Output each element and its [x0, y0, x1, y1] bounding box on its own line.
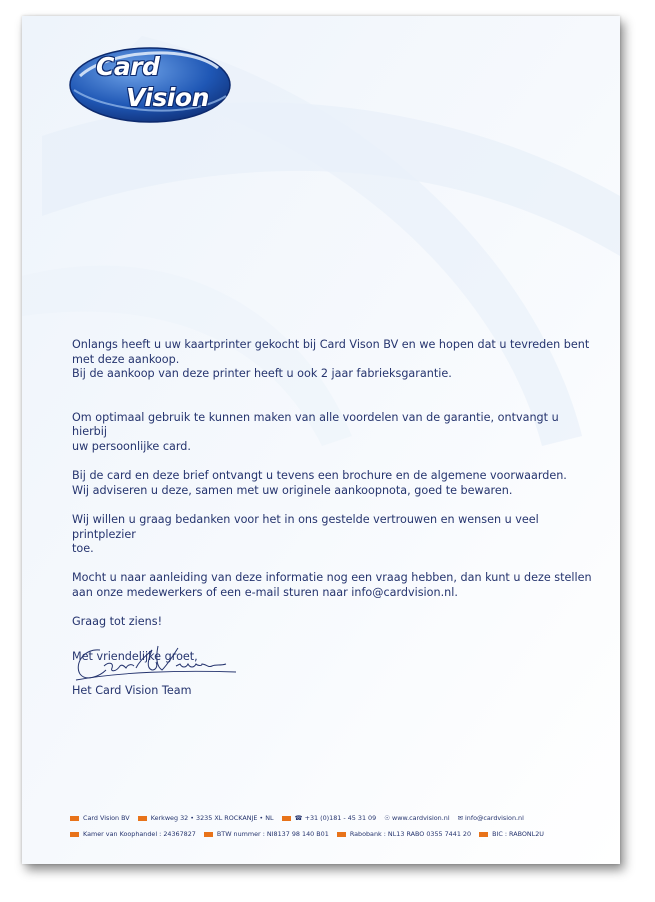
paragraph-3-line-1: Bij de card en deze brief ontvangt u tevens een brochure en de algemene voorwaarden.: [72, 469, 567, 483]
card-vision-logo: [68, 46, 232, 124]
orange-bullet-icon: [70, 832, 79, 837]
paragraph-4-line-1: Wij willen u graag bedanken voor het in ons gestelde vertrouwen en wensen u veel printplezier: [72, 512, 539, 541]
paragraph-1-line-3: Bij de aankoop van deze printer heeft u ook 2 jaar fabrieksgarantie.: [72, 367, 452, 381]
orange-bullet-icon: [70, 816, 79, 821]
footer-line-1: [70, 814, 590, 822]
paragraph-4-line-2: toe.: [72, 542, 94, 556]
orange-bullet-icon: [138, 816, 147, 821]
handwritten-signature-icon: [70, 636, 240, 688]
orange-bullet-icon: [337, 832, 346, 837]
footer-bank: Rabobank : NL13 RABO 0355 7441 20: [349, 830, 472, 838]
phone-icon: ☎: [294, 814, 303, 822]
sender-name: Het Card Vision Team: [72, 684, 192, 697]
paragraph-1-line-2: met deze aankoop.: [72, 352, 180, 366]
logo-word-vision: Vision: [126, 83, 209, 112]
letter-page: [22, 16, 620, 864]
footer-address: Kerkweg 32 • 3235 XL ROCKANJE • NL: [150, 814, 274, 822]
logo-word-card: Card: [96, 52, 160, 81]
paragraph-2-line-1: Om optimaal gebruik te kunnen maken van alle voordelen van de garantie, ontvangt u hierbij: [72, 410, 559, 439]
closing-greeting: Met vriendelijke groet,: [72, 650, 198, 664]
paragraph-6: Graag tot ziens!: [72, 615, 163, 629]
paragraph-2-line-2: uw persoonlijke card.: [72, 439, 191, 453]
paragraph-5-line-1: Mocht u naar aanleiding van deze informatie nog een vraag hebben, dan kunt u deze stellen: [72, 571, 592, 585]
orange-bullet-icon: [282, 816, 291, 821]
footer-phone: +31 (0)181 - 45 31 09: [304, 814, 377, 822]
paragraph-1-line-1: Onlangs heeft u uw kaartprinter gekocht bij Card Vison BV en we hopen dat u tevreden bent: [72, 338, 590, 351]
paragraph-5-line-2: aan onze medewerkers of een e-mail sturen naar info@cardvision.nl.: [72, 585, 458, 599]
footer-btw: BTW nummer : NI8137 98 140 B01: [216, 830, 329, 838]
footer-email[interactable]: info@cardvision.nl: [465, 814, 524, 822]
letter-body: [72, 338, 592, 665]
orange-bullet-icon: [479, 832, 488, 837]
mail-icon: ✉: [457, 814, 463, 822]
footer-website[interactable]: www.cardvision.nl: [391, 814, 450, 822]
footer-bic: BIC : RABONL2U: [492, 830, 544, 838]
footer-company: Card Vision BV: [83, 814, 130, 822]
footer-line-2: [70, 830, 590, 838]
orange-bullet-icon: [204, 832, 213, 837]
paragraph-3-line-2: Wij adviseren u deze, samen met uw originele aankoopnota, goed te bewaren.: [72, 483, 513, 497]
footer-kvk: Kamer van Koophandel : 24367827: [83, 830, 196, 838]
globe-icon: ☉: [384, 814, 390, 822]
